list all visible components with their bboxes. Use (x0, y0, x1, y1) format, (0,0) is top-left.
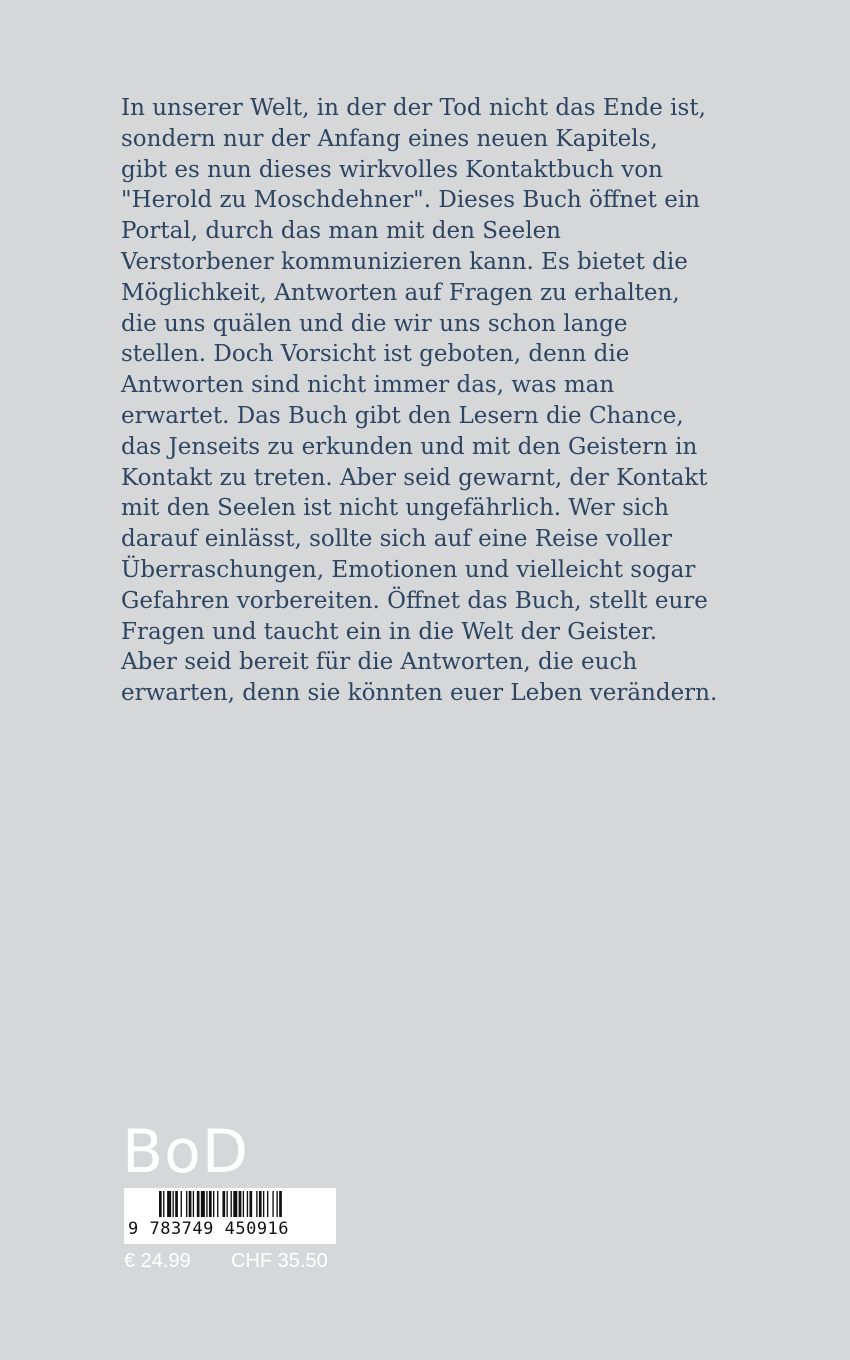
barcode-bar (209, 1191, 212, 1217)
barcode-bar (263, 1191, 264, 1217)
barcode-bar (279, 1191, 282, 1217)
barcode-bar (167, 1191, 171, 1217)
barcode-bar (239, 1191, 242, 1217)
blurb-line: Gefahren vorbereiten. Öffnet das Buch, stellt eure (121, 587, 708, 614)
barcode-bar (197, 1191, 200, 1217)
barcode-bar (272, 1191, 273, 1217)
price-chf: CHF 35.50 (231, 1250, 328, 1272)
barcode-bar (181, 1191, 182, 1217)
barcode-bar (163, 1191, 164, 1217)
blurb-line: erwartet. Das Buch gibt den Lesern die Chance, (121, 402, 684, 429)
blurb-line: In unserer Welt, in der der Tod nicht das Ende ist, (121, 95, 706, 121)
blurb-line: die uns quälen und die wir uns schon lange (121, 310, 628, 337)
barcode-bar (249, 1191, 252, 1217)
isbn-barcode (124, 1188, 336, 1244)
isbn-number: 9 783749 450916 (128, 1219, 290, 1239)
back-cover-blurb (121, 93, 741, 709)
barcode-bar (243, 1191, 244, 1217)
blurb-line: erwarten, denn sie könnten euer Leben verändern. (121, 680, 718, 707)
barcode-bar (231, 1191, 232, 1217)
barcode-bar (193, 1191, 194, 1217)
barcode-bar (159, 1191, 162, 1217)
blurb-line: gibt es nun dieses wirkvolles Kontaktbuch von (121, 156, 663, 183)
barcode-bar (213, 1191, 214, 1217)
barcode-bar (247, 1191, 248, 1217)
blurb-line: sondern nur der Anfang eines neuen Kapitels, (121, 125, 658, 152)
barcode-bar (206, 1191, 207, 1217)
blurb-line: Überraschungen, Emotionen und vielleicht sogar (121, 556, 696, 583)
blurb-line: "Herold zu Moschdehner". Dieses Buch öffnet ein (121, 187, 700, 214)
blurb-line: Portal, durch das man mit den Seelen (121, 218, 561, 245)
barcode-bar (267, 1191, 268, 1217)
blurb-line: stellen. Doch Vorsicht ist geboten, denn die (121, 341, 630, 368)
barcode-bar (186, 1191, 187, 1217)
publisher-logo: BoD (122, 1117, 250, 1187)
blurb-line: Möglichkeit, Antworten auf Fragen zu erhalten, (121, 279, 680, 306)
barcode-bar (259, 1191, 262, 1217)
barcode-bar (173, 1191, 174, 1217)
barcode-bar (233, 1191, 237, 1217)
barcode-bar (217, 1191, 218, 1217)
barcode-bar (189, 1191, 192, 1217)
blurb-line: Kontakt zu treten. Aber seid gewarnt, der Kontakt (121, 464, 708, 491)
barcode-bar (222, 1191, 225, 1217)
blurb-line: Aber seid bereit für die Antworten, die euch (121, 649, 638, 676)
blurb-line: das Jenseits zu erkunden und mit den Geistern in (121, 433, 698, 460)
barcode-bar (256, 1191, 257, 1217)
barcode-bar (201, 1191, 205, 1217)
blurb-line: Antworten sind nicht immer das, was man (121, 372, 615, 399)
barcode-bar (227, 1191, 228, 1217)
blurb-line: Fragen und taucht ein in die Welt der Geister. (121, 618, 658, 645)
price-eur: € 24.99 (124, 1250, 191, 1272)
blurb-line: Verstorbener kommunizieren kann. Es bietet die (121, 248, 688, 275)
blurb-line: mit den Seelen ist nicht ungefährlich. Wer sich (121, 495, 669, 522)
barcode-bar (276, 1191, 277, 1217)
blurb-line: darauf einlässt, sollte sich auf eine Reise voller (121, 526, 673, 553)
barcode-bar (175, 1191, 178, 1217)
